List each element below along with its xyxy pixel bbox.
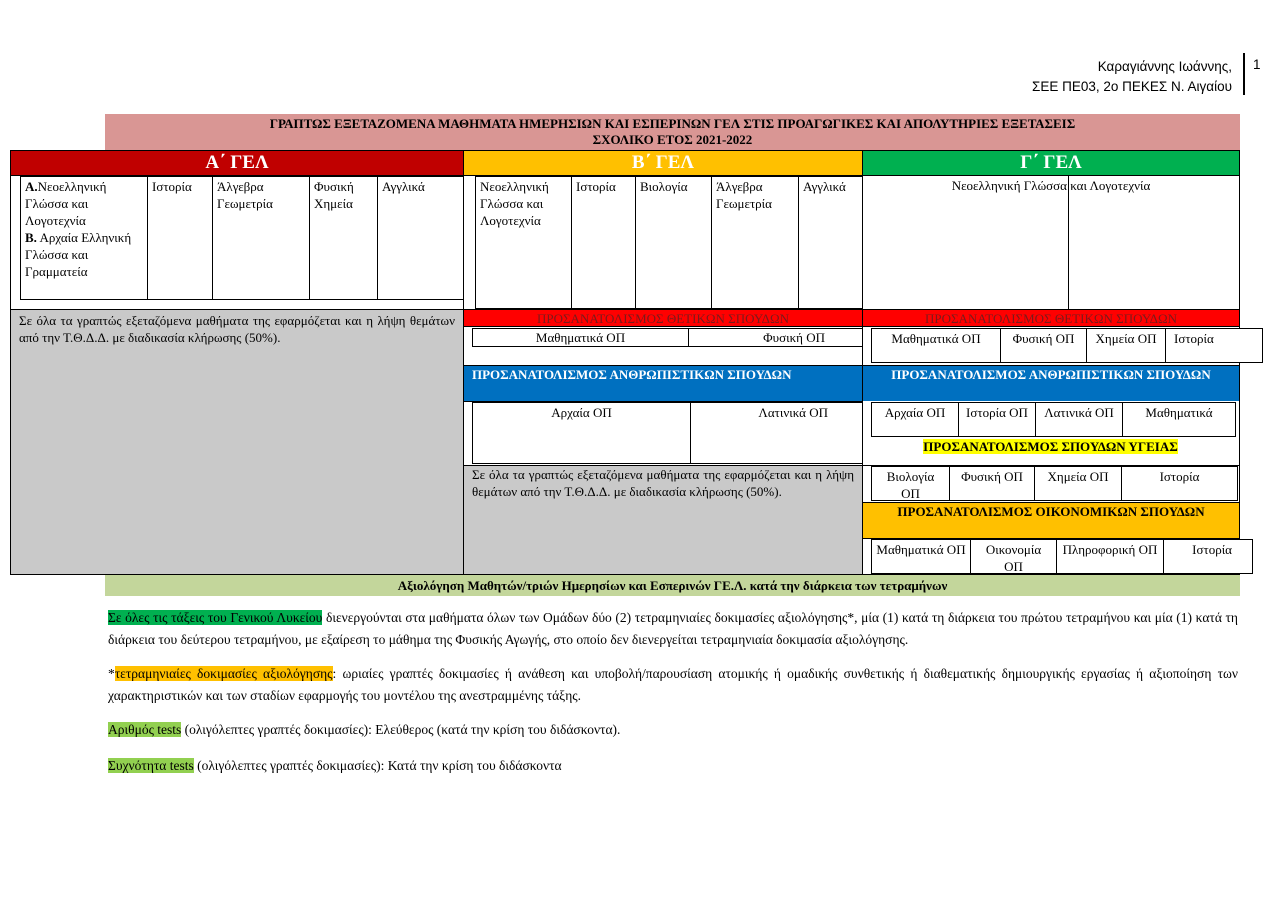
a-subject-algebra: Άλγεβρα Γεωμετρία — [212, 176, 310, 300]
c-econ-informatics: Πληροφορική ΟΠ — [1056, 539, 1164, 574]
b-human-title: ΠΡΟΣΑΝΑΤΟΛΙΣΜΟΣ ΑΝΘΡΩΠΙΣΤΙΚΩΝ ΣΠΟΥΔΩΝ — [463, 365, 863, 402]
b-subject-english: Αγγλικά — [798, 176, 863, 309]
b-science-physics: Φυσική ΟΠ — [688, 328, 892, 347]
b-subject-history: Ιστορία — [571, 176, 636, 309]
c-human-math: Μαθηματικά — [1122, 402, 1236, 437]
b-note: Σε όλα τα γραπτώς εξεταζόμενα μαθήματα της εφαρμόζεται και η λήψη θεμάτων από την Τ.Θ.Δ.Δ. με διαδικασία κλήρωσης (50%). — [463, 465, 863, 575]
document-title — [105, 114, 1240, 150]
a-subject-english: Αγγλικά — [377, 176, 501, 300]
label-b: Β. — [25, 230, 37, 245]
evaluation-title: Αξιολόγηση Μαθητών/τριών Ημερησίων και Εσπερινών ΓΕ.Λ. κατά την διάρκεια των τετραμήνων — [105, 575, 1240, 596]
title-line-1: ΓΡΑΠΤΩΣ ΕΞΕΤΑΖΟΜΕΝΑ ΜΑΘΗΜΑΤΑ ΗΜΕΡΗΣΙΩΝ ΚΑΙ ΕΣΠΕΡΙΝΩΝ ΓΕΛ ΣΤΙΣ ΠΡΟΑΓΩΓΙΚΕΣ ΚΑΙ ΑΠΟΛΥΤΗΡΙΕΣ ΕΞΕΤΑΣΕΙΣ — [269, 116, 1076, 131]
header-divider — [1243, 53, 1245, 95]
b-science-math: Μαθηματικά ΟΠ — [472, 328, 689, 347]
label-a: Α. — [25, 179, 38, 194]
c-health-title: ΠΡΟΣΑΝΑΤΟΛΙΣΜΟΣ ΣΠΟΥΔΩΝ ΥΓΕΙΑΣ — [923, 439, 1178, 454]
c-subject-greek: Νεοελληνική Γλώσσα και Λογοτεχνία — [951, 178, 1151, 193]
c-human-title: ΠΡΟΣΑΝΑΤΟΛΙΣΜΟΣ ΑΝΘΡΩΠΙΣΤΙΚΩΝ ΣΠΟΥΔΩΝ — [862, 365, 1240, 402]
c-econ-history: Ιστορία — [1163, 539, 1253, 574]
paragraph-1 — [108, 607, 1238, 651]
title-line-2: ΣΧΟΛΙΚΟ ΕΤΟΣ 2021-2022 — [592, 132, 753, 147]
page-number: 1 — [1253, 57, 1261, 72]
c-econ-title: ΠΡΟΣΑΝΑΤΟΛΙΣΜΟΣ ΟΙΚΟΝΟΜΙΚΩΝ ΣΠΟΥΔΩΝ — [862, 502, 1240, 539]
c-econ-economy: Οικονομία ΟΠ — [970, 539, 1057, 574]
c-science-math: Μαθηματικά ΟΠ — [871, 328, 1001, 363]
b-science-title: ΠΡΟΣΑΝΑΤΟΛΙΣΜΟΣ ΘΕΤΙΚΩΝ ΣΠΟΥΔΩΝ — [463, 309, 863, 327]
a-subject-physics: Φυσική Χημεία — [309, 176, 378, 300]
b-human-latin: Λατινικά ΟΠ — [690, 402, 863, 464]
paragraph-3 — [108, 719, 1238, 741]
b-subject-biology: Βιολογία — [635, 176, 712, 309]
p3-highlight: Αριθμός tests — [108, 722, 182, 737]
c-health-history: Ιστορία — [1121, 466, 1238, 501]
a-note: Σε όλα τα γραπτώς εξεταζόμενα μαθήματα της εφαρμόζεται και η λήψη θεμάτων από την Τ.Θ.Δ.Δ. με διαδικασία κλήρωσης (50%). — [10, 309, 464, 575]
p1-text: διενεργούνται στα μαθήματα όλων των Ομάδων δύο (2) τετραμηνιαίες δοκιμασίες αξιολόγησης*, μία (1) κατά τη διάρκεια του πρώτου τετραμήνου και μία (1) κατά τη διάρκεια του δεύτερου τετραμήνου, με εξαίρεση το μάθημα της Φυσικής Αγωγής, στο οποίο δεν διενεργείται τετραμηνιαία δοκιμασία αξιολόγησης. — [108, 610, 1238, 647]
grade-a-header: Α΄ ΓΕΛ — [10, 150, 464, 176]
p2-highlight: τετραμηνιαίες δοκιμασίες αξιολόγησης — [114, 666, 333, 681]
b-subject-algebra: Άλγεβρα Γεωμετρία — [711, 176, 799, 309]
c-health-chemistry: Χημεία ΟΠ — [1034, 466, 1122, 501]
c-human-history: Ιστορία ΟΠ — [958, 402, 1036, 437]
a-greek-ancient: Αρχαία Ελληνική Γλώσσα και Γραμματεία — [25, 230, 132, 279]
p4-highlight: Συχνότητα tests — [108, 758, 194, 773]
c-science-physics: Φυσική ΟΠ — [1000, 328, 1087, 363]
c-econ-math: Μαθηματικά ΟΠ — [871, 539, 971, 574]
c-human-latin: Λατινικά ΟΠ — [1035, 402, 1123, 437]
author-name: Καραγιάννης Ιωάννης, — [1097, 59, 1232, 74]
c-science-history: Ιστορία — [1165, 328, 1263, 363]
c-divider — [1068, 176, 1069, 309]
p2-star: * — [108, 666, 115, 681]
b-human-ancient: Αρχαία ΟΠ — [472, 402, 691, 464]
paragraph-2 — [108, 663, 1238, 707]
p4-text: (ολιγόλεπτες γραπτές δοκιμασίες): Κατά την κρίση του διδάσκοντα — [193, 758, 562, 773]
b-subject-greek: Νεοελληνική Γλώσσα και Λογοτεχνία — [475, 176, 572, 309]
c-human-ancient: Αρχαία ΟΠ — [871, 402, 959, 437]
c-health-title-wrap — [898, 438, 1203, 456]
c-science-chemistry: Χημεία ΟΠ — [1086, 328, 1166, 363]
grade-c-header: Γ΄ ΓΕΛ — [862, 150, 1240, 176]
grade-b-header: Β΄ ΓΕΛ — [463, 150, 863, 176]
a-greek-modern: Νεοελληνική Γλώσσα και Λογοτεχνία — [25, 179, 107, 228]
paragraph-4 — [108, 755, 1238, 777]
grade-c-subjects — [862, 175, 1240, 310]
p3-text: (ολιγόλεπτες γραπτές δοκιμασίες): Ελεύθερος (κατά την κρίση του διδάσκοντα). — [181, 722, 621, 737]
b-science-gap — [463, 347, 863, 366]
a-subject-history: Ιστορία — [147, 176, 213, 300]
c-health-biology: Βιολογία ΟΠ — [871, 466, 950, 501]
page-header — [1032, 57, 1232, 97]
a-subject-greek — [20, 176, 148, 300]
p2-text: : ωριαίες γραπτές δοκιμασίες ή ανάθεση και υποβολή/παρουσίαση ατομικής ή ομαδικής συνθετικής ή διαθεματικής δημιουργικής εργασίας ή αξιοποίηση των χαρακτηριστικών και των σταδίων εφαρμογής του μοντέλου της ανεστραμμένης τάξης. — [108, 666, 1239, 703]
p1-highlight: Σε όλες τις τάξεις του Γενικού Λυκείου — [108, 610, 323, 625]
author-role: ΣΕΕ ΠΕ03, 2ο ΠΕΚΕΣ Ν. Αιγαίου — [1032, 79, 1232, 94]
c-science-title: ΠΡΟΣΑΝΑΤΟΛΙΣΜΟΣ ΘΕΤΙΚΩΝ ΣΠΟΥΔΩΝ — [862, 309, 1240, 327]
c-health-physics: Φυσική ΟΠ — [949, 466, 1035, 501]
